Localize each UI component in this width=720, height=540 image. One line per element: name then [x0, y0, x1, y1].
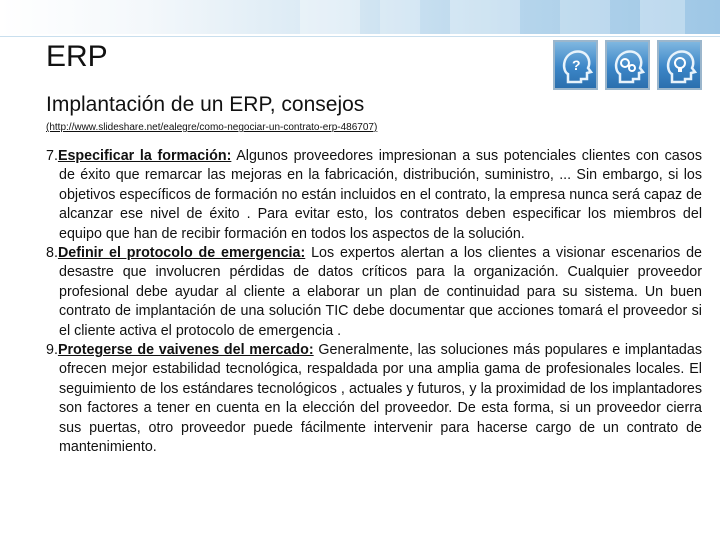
list-item-9: [46, 341, 702, 457]
band-tile: [450, 0, 520, 34]
item-number: 8.: [46, 245, 58, 262]
band-tile: [380, 0, 420, 34]
item-heading: Especificar la formación:: [57, 148, 232, 164]
band-tile: [560, 0, 610, 34]
item-heading: Definir el protocolo de emergencia:: [57, 245, 306, 262]
slide-title: ERP: [46, 40, 108, 73]
slide-subtitle: Implantación de un ERP, consejos: [46, 93, 365, 116]
logo-group: [553, 40, 705, 92]
band-tile: [300, 0, 360, 34]
item-text: Generalmente, las soluciones más populares e implantadas ofrecen mejor estabilidad tecnológica, respaldada por una amplia gama de profesionales locales. El seguimiento de los estándares tecnológicos , actuales y futuros, y la proximidad de los implantadores son factores a tener en cuenta en la elección del proveedor. De esta forma, si un proveedor cierra sus puertas, otro proveedor puede fácilmente intervenir para hacerse cargo de un contrato de mantenimiento.: [59, 342, 702, 456]
item-number: 9.: [46, 342, 58, 359]
svg-text:?: ?: [572, 57, 581, 73]
header-band: [0, 0, 720, 34]
list-item-8: [46, 244, 702, 341]
band-tile: [640, 0, 685, 34]
head-lightbulb-icon: [657, 40, 702, 90]
head-question-icon: [553, 40, 598, 90]
item-text: Los expertos alertan a los clientes a visionar escenarios de desastre que involucren pérdidas de datos críticos para la organización. Cualquier proveedor profesional debe ayudar al cliente a elaborar un plan de continuidad para su sistema. Un buen contrato de implantación de una solución TIC debe documentar que acciones tomará el proveedor si el cliente activa el protocolo de emergencia .: [59, 245, 703, 339]
slide-body: [46, 147, 702, 458]
item-text: Algunos proveedores impresionan a sus potenciales clientes con casos de éxito que remarcar las mejoras en la fabricación, distribución, suministro, ... Sin embargo, si los objetivos específicos de formación no están incluidos en el contrato, la empresa nunca será capaz de alcanzar ese nivel de éxito . Para evitar esto, los contratos deben especificar los miembros del equipo que han de recibir formación en todos los aspectos de la solución.: [59, 148, 702, 242]
list-item-7: [46, 147, 702, 244]
source-link[interactable]: (http://www.slideshare.net/ealegre/como-negociar-un-contrato-erp-486707): [46, 122, 378, 133]
item-heading: Protegerse de vaivenes del mercado:: [57, 342, 314, 359]
head-gears-icon: [605, 40, 650, 90]
item-number: 7.: [46, 148, 58, 164]
header-divider: [0, 36, 720, 37]
